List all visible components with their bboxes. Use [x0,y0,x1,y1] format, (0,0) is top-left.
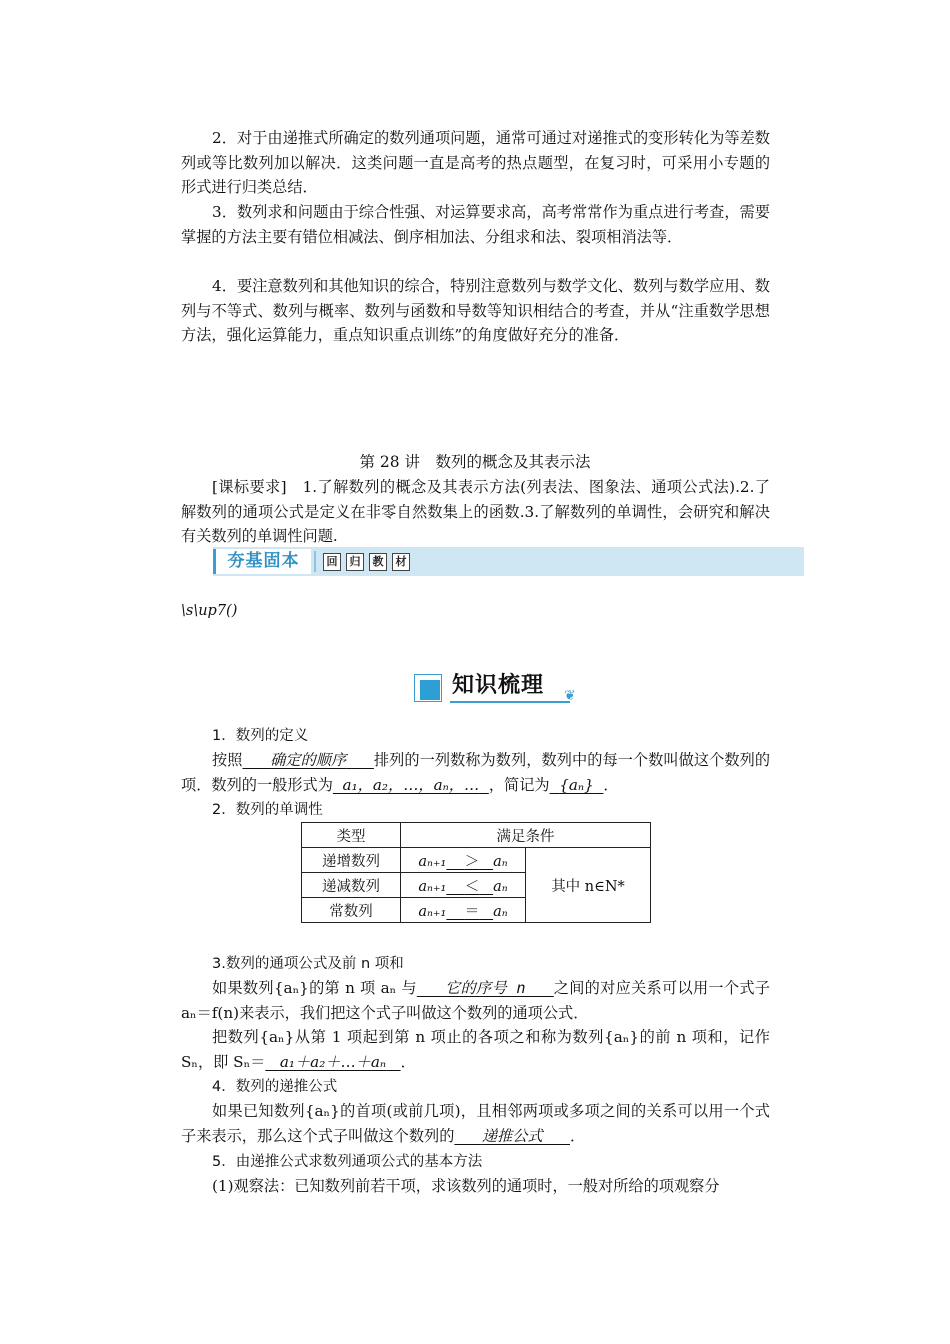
banner-char-3: 教 [369,553,387,571]
section-1-heading: 1．数列的定义 [212,728,309,744]
section-3-body-2 [181,1025,770,1074]
s3-text-4: ． [400,1052,416,1071]
requirement-label: [课标要求] [212,478,287,496]
s4-fill-recursive [454,1127,570,1145]
row-op [446,904,493,920]
table-note: 其中 n∈N* [526,848,651,923]
banner-title: 夯基固本 [213,549,311,574]
section-3-heading: 3.数列的通项公式及前 n 项和 [212,956,404,972]
requirement-text: 1.了解数列的概念及其表示方法(列表法、图象法、通项公式法).2.了解数列的通项公式是定义在非零自然数集上的函数.3.了解数列的单调性，会研究和解决有关数列的单调性问题. [181,478,770,545]
row-op [446,879,493,895]
s1-text-4: ． [603,775,619,794]
course-requirement [181,475,770,549]
section-5-heading: 5．由递推公式求数列通项公式的基本方法 [212,1154,483,1170]
row-lhs: aₙ₊₁ [418,878,447,895]
s1-fill-short [550,776,604,794]
lecture-title: 第 28 讲 数列的概念及其表示法 [359,453,591,471]
s1-text-1: 按照 [212,751,243,769]
banner-char-4: 材 [392,553,410,571]
s3-fill-sum [265,1053,400,1071]
s3-fill-index-text: 它的序号 n [445,979,526,997]
row-lhs: aₙ₊₁ [418,853,447,870]
square-filled-icon [420,680,440,700]
s1-text-3: ，简记为 [488,775,550,794]
s4-text-2: ． [570,1126,586,1145]
s4-fill-recursive-text: 递推公式 [481,1126,543,1145]
s1-fill-short-text: {aₙ} [559,775,594,794]
section-2-heading: 2．数列的单调性 [212,802,323,818]
row-condition [401,873,526,898]
intro-paragraph-2: 2．对于由递推式所确定的数列通项问题，通常可通过对递推式的变形转化为等差数列或等比数列加以解决．这类问题一直是高考的热点题型，在复习时，可采用小专题的形式进行归类总结． [181,129,770,196]
row-type: 常数列 [302,898,401,923]
row-condition [401,898,526,923]
leaf-icon: ❦ [564,688,576,704]
row-op-text: ＜ [464,878,480,895]
table-header-type: 类型 [302,823,401,848]
row-lhs: aₙ₊₁ [418,903,447,920]
monotonicity-table [301,822,651,923]
row-rhs: aₙ [493,878,508,895]
row-type: 递减数列 [302,873,401,898]
section-3-body-1 [181,976,770,1025]
table-header-condition: 满足条件 [401,823,651,848]
row-type: 递增数列 [302,848,401,873]
section-banner [213,547,804,576]
section-4-heading: 4．数列的递推公式 [212,1079,338,1095]
s3-text-1: 如果数列{aₙ}的第 n 项 aₙ 与 [212,979,417,997]
s1-fill-order-text: 确定的顺序 [270,751,347,769]
s1-text-2: 排列的一列数称为数列，数列中的每一个数叫做这个数列的项．数列的一般形式为 [181,751,771,794]
field-code-text: \s\up7() [181,603,238,619]
knowledge-title [414,670,574,704]
knowledge-title-text: 知识梳理 [452,673,545,698]
s3-fill-index [417,979,554,997]
s1-fill-form [333,776,489,794]
banner-char-2: 归 [346,553,364,571]
s3-text-2: 之间的对应关系可以用一个式子 aₙ＝f(n)来表示，我们把这个式子叫做这个数列的通项公式． [181,979,770,1022]
banner-divider [314,551,316,572]
s1-fill-order [242,751,373,769]
intro-paragraph-3: 3．数列求和问题由于综合性强、对运算要求高，高考常常作为重点进行考查，需要掌握的方法主要有错位相减法、倒序相加法、分组求和法、裂项相消法等． [181,203,770,246]
table-header-row [302,823,651,848]
s3-text-3: 把数列{aₙ}从第 1 项起到第 n 项止的各项之和称为数列{aₙ}的前 n 项和，记作 Sₙ，即 Sₙ＝ [181,1028,770,1071]
row-op-text: ＝ [464,903,480,920]
s3-fill-sum-text: a₁＋a₂＋…＋aₙ [279,1052,387,1071]
banner-char-1: 回 [323,553,341,571]
table-row [302,848,651,873]
s1-fill-form-text: a₁，a₂，…，aₙ，… [342,775,480,794]
banner-subtitle [323,553,410,571]
section-4-body [181,1099,770,1148]
row-op [446,854,493,870]
row-condition [401,848,526,873]
row-rhs: aₙ [493,903,508,920]
title-underline [450,701,570,703]
s4-text-1: 如果已知数列{aₙ}的首项(或前几项)，且相邻两项或多项之间的关系可以用一个式子来表示，那么这个式子叫做这个数列的 [181,1102,770,1145]
row-rhs: aₙ [493,853,508,870]
section-5-body: (1)观察法：已知数列前若干项，求该数列的通项时，一般对所给的项观察分 [212,1177,720,1195]
row-op-text: ＞ [464,853,480,870]
intro-paragraph-4: 4．要注意数列和其他知识的综合，特别注意数列与数学文化、数列与数学应用、数列与不等式、数列与概率、数列与函数和导数等知识相结合的考查，并从“注重数学思想方法，强化运算能力，重点知识重点训练”的角度做好充分的准备． [181,277,770,344]
section-1-body [181,748,770,797]
